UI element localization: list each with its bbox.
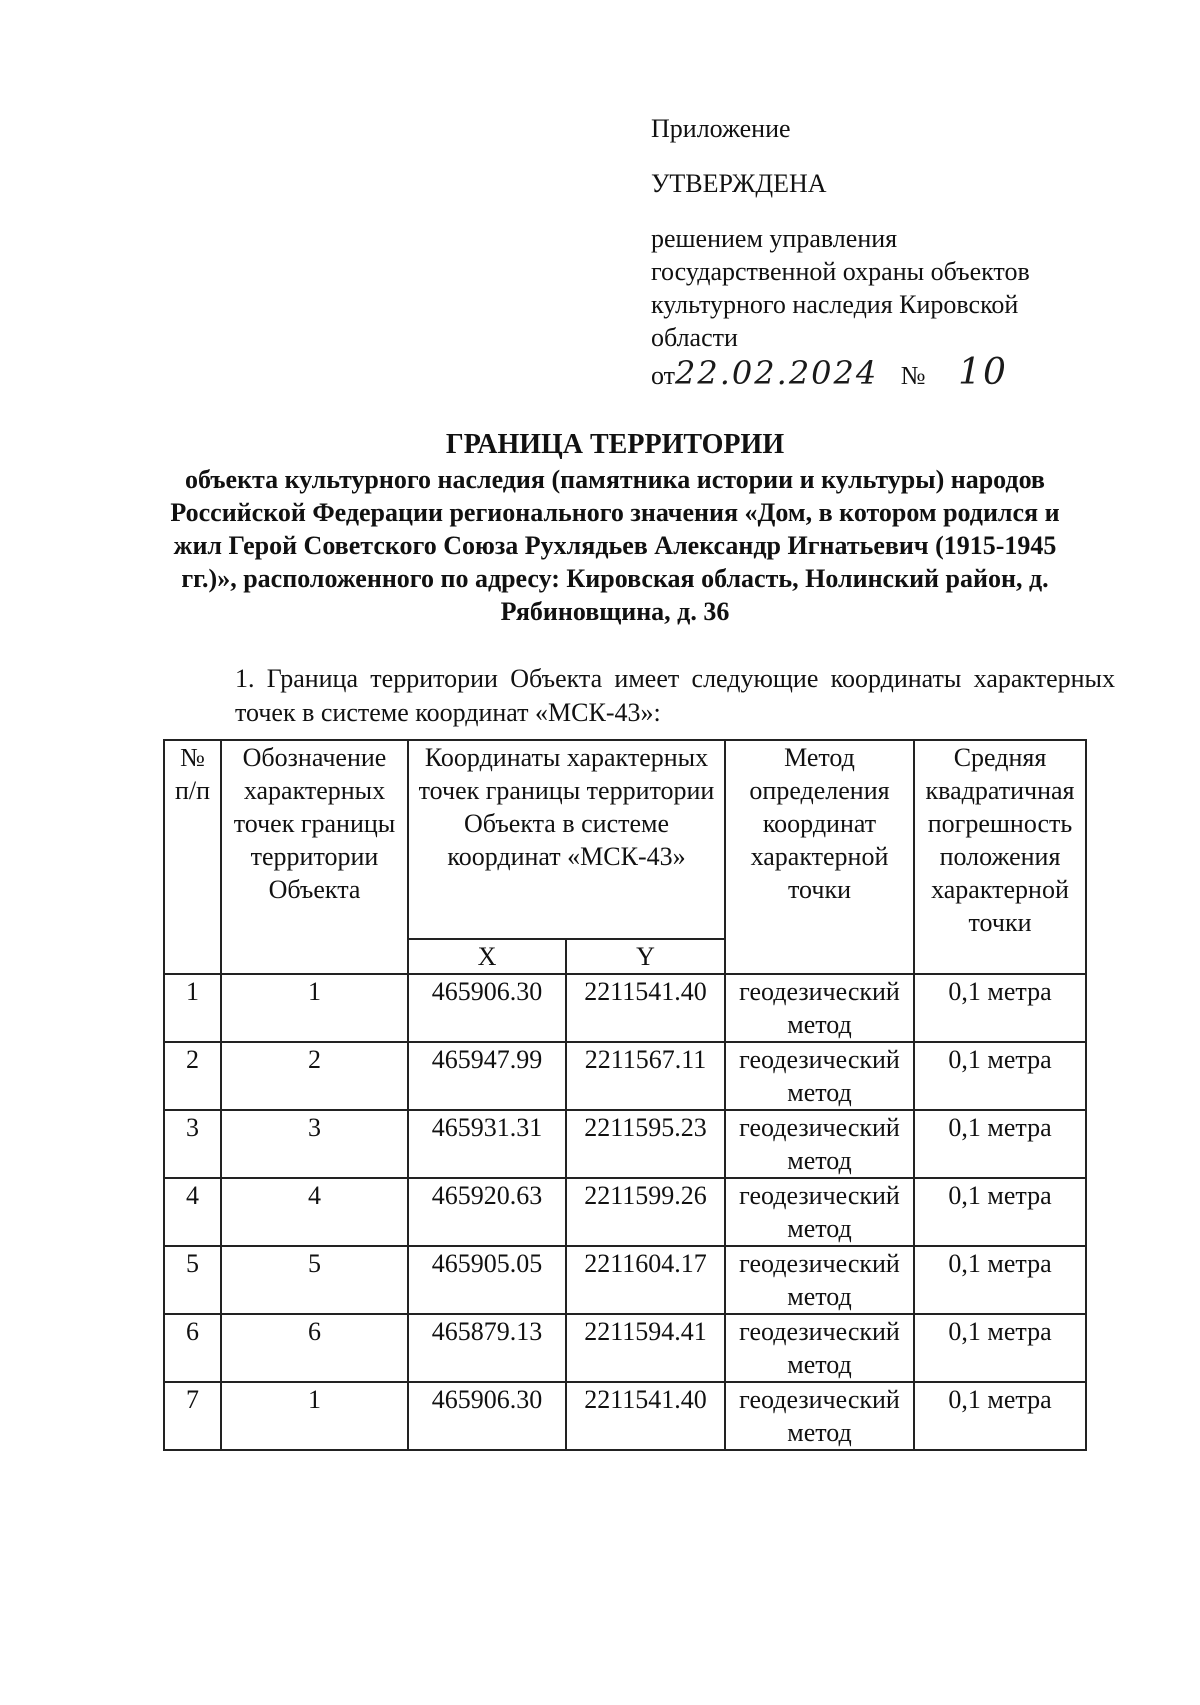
header-method: Метод определения координат характерной точки [725, 740, 914, 974]
header-y: Y [566, 939, 725, 974]
cell-point: 1 [221, 1382, 408, 1450]
cell-x: 465906.30 [408, 974, 566, 1042]
table-row [164, 1042, 1086, 1110]
table-row [164, 1382, 1086, 1450]
table-row [164, 1110, 1086, 1178]
header-designation: Обозначение характерных точек границы территории Объекта [221, 740, 408, 974]
cell-method: геодезический метод [725, 1042, 914, 1110]
cell-point: 1 [221, 974, 408, 1042]
table-row [164, 1246, 1086, 1314]
header-coordinates: Координаты характерных точек границы территории Объекта в системе координат «МСК-43» [408, 740, 725, 939]
cell-error: 0,1 метра [914, 1246, 1086, 1314]
paragraph-text: 1. Граница территории Объекта имеет следующие координаты характерных точек в системе координат «МСК-43»: [235, 664, 1115, 727]
cell-method: геодезический метод [725, 1110, 914, 1178]
cell-point: 4 [221, 1178, 408, 1246]
cell-y: 2211541.40 [566, 1382, 725, 1450]
cell-error: 0,1 метра [914, 1382, 1086, 1450]
header-error: Средняя квадратичная погрешность положения характерной точки [914, 740, 1086, 974]
intro-paragraph [163, 662, 1115, 730]
title-subtitle: объекта культурного наследия (памятника истории и культуры) народов Российской Федерации регионального значения «Дом, в котором родился и жил Герой Советского Союза Рухлядьев Александр Игнатьевич (1915-1945 гг.)», расположенного по адресу: Кировская область, Нолинский район, д. Рябиновщина, д. 36 [170, 465, 1060, 626]
cell-method: геодезический метод [725, 974, 914, 1042]
table-row [164, 1178, 1086, 1246]
date-number-row [651, 352, 1111, 393]
handwritten-number: 10 [958, 352, 1008, 393]
header-num: № п/п [164, 740, 221, 974]
cell-x: 465920.63 [408, 1178, 566, 1246]
cell-point: 5 [221, 1246, 408, 1314]
decision-line-3: культурного наследия Кировской [651, 290, 1019, 319]
cell-y: 2211595.23 [566, 1110, 725, 1178]
cell-num: 3 [164, 1110, 221, 1178]
decision-line-1: решением управления [651, 224, 898, 253]
cell-error: 0,1 метра [914, 1178, 1086, 1246]
title-main: ГРАНИЦА ТЕРРИТОРИИ [445, 429, 785, 460]
cell-method: геодезический метод [725, 1178, 914, 1246]
appendix-label: Приложение [651, 114, 791, 143]
coordinates-table [163, 739, 1087, 1451]
cell-method: геодезический метод [725, 1246, 914, 1314]
cell-num: 1 [164, 974, 221, 1042]
header-x: X [408, 939, 566, 974]
cell-num: 2 [164, 1042, 221, 1110]
cell-num: 4 [164, 1178, 221, 1246]
table-row [164, 1314, 1086, 1382]
cell-x: 465931.31 [408, 1110, 566, 1178]
number-sign: № [900, 361, 926, 390]
cell-point: 3 [221, 1110, 408, 1178]
document-title [150, 428, 1080, 628]
cell-num: 5 [164, 1246, 221, 1314]
cell-point: 6 [221, 1314, 408, 1382]
decision-line-2: государственной охраны объектов [651, 257, 1030, 286]
approved-label: УТВЕРЖДЕНА [651, 169, 827, 198]
cell-y: 2211604.17 [566, 1246, 725, 1314]
cell-y: 2211594.41 [566, 1314, 725, 1382]
cell-method: геодезический метод [725, 1382, 914, 1450]
table-row [164, 974, 1086, 1042]
decision-line-4: области [651, 323, 738, 352]
cell-y: 2211567.11 [566, 1042, 725, 1110]
cell-error: 0,1 метра [914, 1110, 1086, 1178]
cell-num: 6 [164, 1314, 221, 1382]
handwritten-date: 22.02.2024 [675, 354, 879, 392]
cell-y: 2211541.40 [566, 974, 725, 1042]
cell-point: 2 [221, 1042, 408, 1110]
cell-error: 0,1 метра [914, 974, 1086, 1042]
date-prefix: от [651, 361, 676, 390]
cell-error: 0,1 метра [914, 1042, 1086, 1110]
cell-method: геодезический метод [725, 1314, 914, 1382]
cell-num: 7 [164, 1382, 221, 1450]
approval-block [651, 112, 1111, 392]
cell-x: 465906.30 [408, 1382, 566, 1450]
cell-x: 465905.05 [408, 1246, 566, 1314]
cell-error: 0,1 метра [914, 1314, 1086, 1382]
cell-x: 465947.99 [408, 1042, 566, 1110]
cell-x: 465879.13 [408, 1314, 566, 1382]
cell-y: 2211599.26 [566, 1178, 725, 1246]
